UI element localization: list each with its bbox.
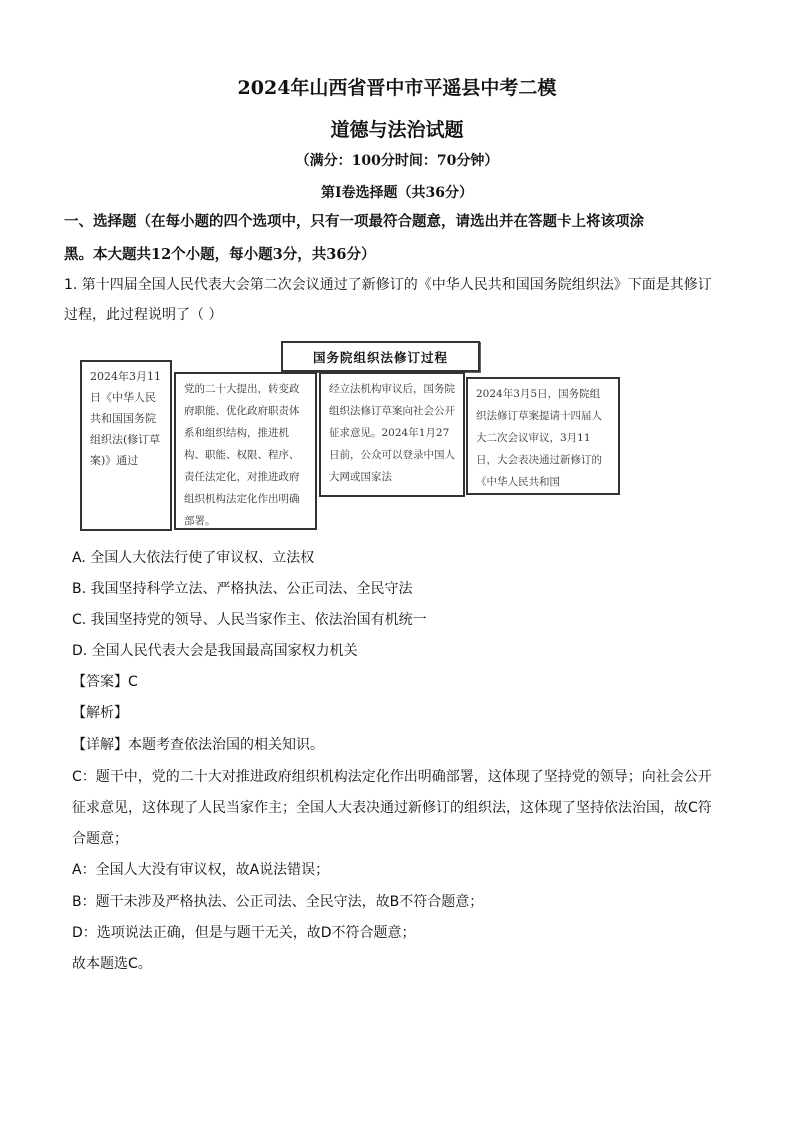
volume-heading: 第Ⅰ卷选择题（共36分） — [320, 185, 474, 201]
figure-box-1: 2024年3月11日《中华人民共和国国务院组织法(修订草案)》通过 — [80, 360, 172, 531]
explanation-a: A：全国人大没有审议权，故A说法错误； — [72, 862, 330, 878]
figure-box-2: 党的二十大提出，转变政府职能、优化政府职责体系和组织结构，推进机构、职能、权限、程序、责任法定化，对推进政府组织机构法定化作出明确部署。 — [174, 372, 317, 530]
score-info: （满分：100分时间：70分钟） — [295, 153, 499, 169]
exam-title: 2024年山西省晋中市平遥县中考二模 — [237, 77, 557, 99]
detail: 【详解】本题考查依法治国的相关知识。 — [72, 737, 324, 753]
explanation-d: D：选项说法正确，但是与题干无关，故D不符合题意； — [72, 925, 416, 941]
figure-box-4: 2024年3月5日，国务院组织法修订草案提请十四届人大二次会议审议，3月11日，大会表决通过新修订的《中华人民共和国 — [466, 377, 620, 495]
option-b: B. 我国坚持科学立法、严格执法、公正司法、全民守法 — [72, 581, 413, 597]
explanation-c-line3: 合题意； — [72, 831, 128, 847]
question-stem-line1: 1. 第十四届全国人民代表大会第二次会议通过了新修订的《中华人民共和国国务院组织法》下面是其修订 — [64, 277, 712, 293]
section-heading-line1: 一、选择题（在每小题的四个选项中，只有一项最符合题意，请选出并在答题卡上将该项涂 — [64, 213, 644, 230]
analysis-label: 【解析】 — [72, 705, 128, 721]
option-d: D. 全国人民代表大会是我国最高国家权力机关 — [72, 643, 358, 659]
question-stem-line2: 过程，此过程说明了（ ） — [64, 307, 223, 323]
figure-title: 国务院组织法修订过程 — [281, 341, 480, 372]
revision-process-figure — [78, 337, 623, 535]
figure-box-3: 经立法机构审议后，国务院组织法修订草案向社会公开征求意见。2024年1月27日前，公众可以登录中国人大网或国家法 — [319, 372, 465, 497]
option-c: C. 我国坚持党的领导、人民当家作主、依法治国有机统一 — [72, 612, 427, 628]
explanation-c-line2: 征求意见，这体现了人民当家作主；全国人大表决通过新修订的组织法，这体现了坚持依法治国，故C符 — [72, 800, 712, 816]
explanation-c-line1: C：题干中，党的二十大对推进政府组织机构法定化作出明确部署，这体现了坚持党的领导；向社会公开 — [72, 769, 712, 785]
section-heading-line2: 黑。本大题共12个小题，每小题3分，共36分） — [64, 246, 376, 263]
conclusion: 故本题选C。 — [72, 956, 152, 972]
option-a: A. 全国人大依法行使了审议权、立法权 — [72, 550, 315, 566]
answer: 【答案】C — [72, 674, 138, 690]
subject-title: 道德与法治试题 — [330, 119, 464, 141]
explanation-b: B：题干未涉及严格执法、公正司法、全民守法，故B不符合题意； — [72, 894, 484, 910]
